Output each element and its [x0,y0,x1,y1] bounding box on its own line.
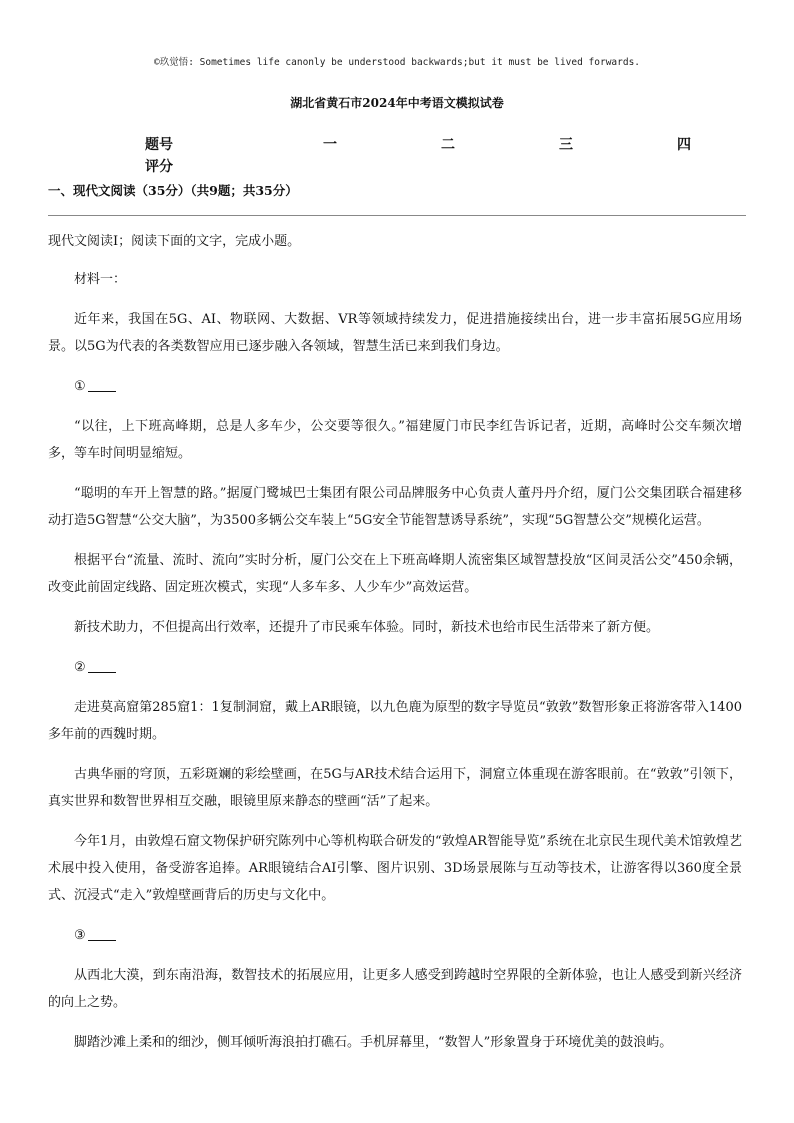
blank-number: ③ [74,928,86,943]
passage-paragraph: 脚踏沙滩上柔和的细沙，侧耳倾听海浪拍打礁石。手机屏幕里，“数智人”形象置身于环境优美的鼓浪屿。 [74,1035,673,1050]
passage-paragraph: 根据平台“流量、流时、流向”实时分析，厦门公交在上下班高峰期人流密集区域智慧投放“区间灵活公交”450余辆，改变此前固定线路、固定班次模式，实现“人多车多、人少车少”高效运营。 [48,553,742,595]
section-heading: 一、现代文阅读（35分）（共9题；共35分） [48,183,298,198]
score-row [145,156,705,178]
blank-marker-1 [48,373,742,400]
column-one: 一 [323,137,337,153]
material-label: 材料一： [74,272,127,287]
passage-paragraph: 今年1月，由敦煌石窟文物保护研究陈列中心等机构联合研发的“敦煌AR智能导览”系统在北京民生现代美术馆敦煌艺术展中投入使用，备受游客追捧。AR眼镜结合AI引擎、图片识别、3D场景展陈与互动等技术，让游客得以360度全景式、沉浸式“走入”敦煌壁画背后的历史与文化中。 [48,834,742,903]
blank-line [88,377,116,392]
score-table [145,134,705,178]
blank-line [88,926,116,941]
blank-marker-3 [48,922,742,949]
blank-number: ① [74,379,86,394]
reading-passage [48,228,742,1069]
divider [48,215,746,216]
passage-paragraph: 走进莫高窟第285窟1：1复制洞窟，戴上AR眼镜，以九色鹿为原型的数字导览员“敦敦”数智形象正将游客带入1400多年前的西魏时期。 [48,700,742,742]
passage-paragraph: 古典华丽的穹顶，五彩斑斓的彩绘壁画，在5G与AR技术结合运用下，洞窟立体重现在游客眼前。在“敦敦”引领下，真实世界和数智世界相互交融，眼镜里原来静态的壁画“活”了起来。 [48,767,742,809]
blank-marker-2 [48,654,742,681]
passage-paragraph: “以往，上下班高峰期，总是人多车少，公交要等很久。”福建厦门市民李红告诉记者，近期，高峰时公交车频次增多，等车时间明显缩短。 [48,419,742,461]
column-four: 四 [677,137,691,153]
passage-paragraph: “聪明的车开上智慧的路。”据厦门鹭城巴士集团有限公司品牌服务中心负责人董丹丹介绍，厦门公交集团联合福建移动打造5G智慧“公交大脑”，为3500多辆公交车装上“5G安全节能智慧诱导系统”，实现“5G智慧公交”规模化运营。 [48,486,742,528]
score-header-row [145,134,705,156]
passage-paragraph: 近年来，我国在5G、AI、物联网、大数据、VR等领域持续发力，促进措施接续出台，进一步丰富拓展5G应用场景。以5G为代表的各类数智应用已逐步融入各领域，智慧生活已来到我们身边。 [48,312,742,354]
blank-number: ② [74,660,86,675]
instruction-paragraph: 现代文阅读I；阅读下面的文字，完成小题。 [48,234,301,249]
document-title: 湖北省黄石市2024年中考语文模拟试卷 [290,96,504,110]
column-three: 三 [559,137,573,153]
row-label-question-number: 题号 [145,137,173,153]
row-label-score: 评分 [145,159,173,175]
column-two: 二 [441,137,455,153]
blank-line [88,658,116,673]
passage-paragraph: 新技术助力，不但提高出行效率，还提升了市民乘车体验。同时，新技术也给市民生活带来了新方便。 [74,620,660,635]
passage-paragraph: 从西北大漠，到东南沿海，数智技术的拓展应用，让更多人感受到跨越时空界限的全新体验，也让人感受到新兴经济的向上之势。 [48,968,742,1010]
header-quote: ©玖觉悟: Sometimes life canonly be understood backwards;but it must be lived forwards. [153,57,641,68]
